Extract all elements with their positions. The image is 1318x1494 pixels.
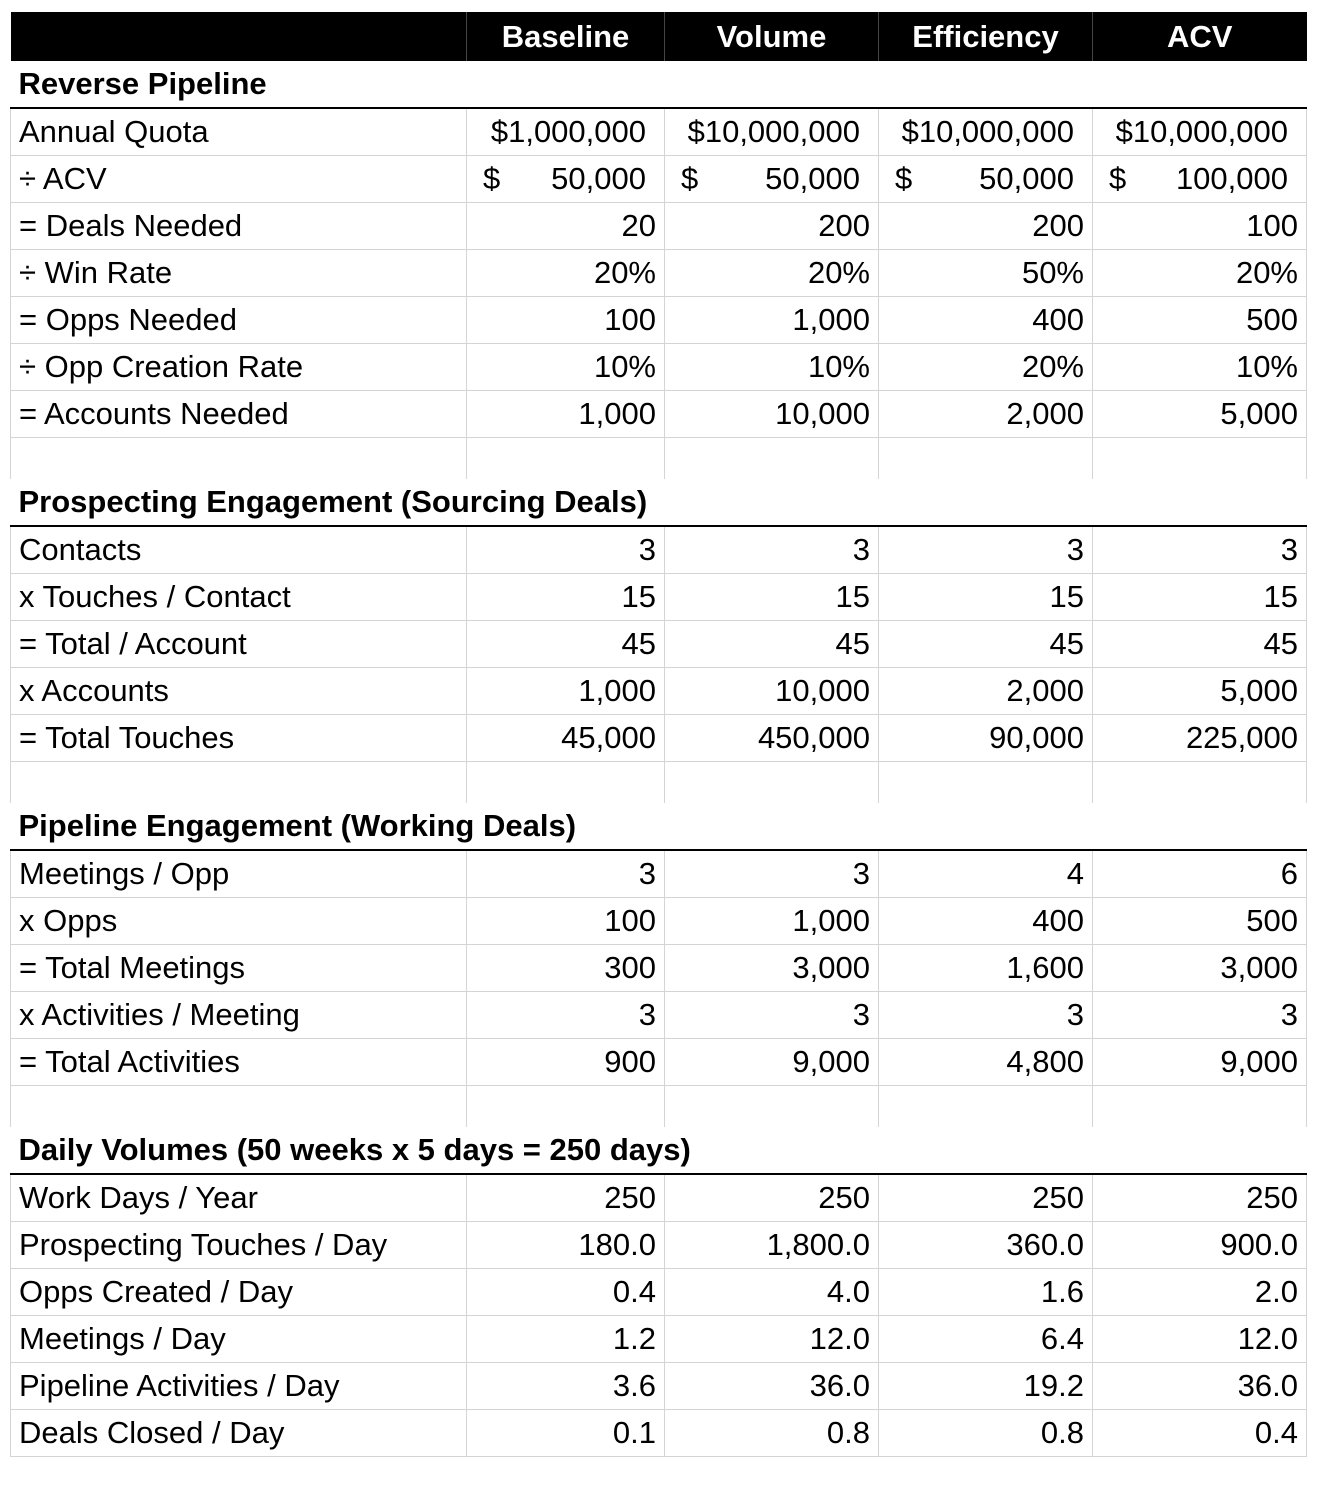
table-row: [11, 249, 1307, 296]
table-row: [11, 1268, 1307, 1315]
row-label-cell[interactable]: x Accounts: [11, 667, 467, 714]
header-row: [11, 12, 1307, 61]
empty-cell[interactable]: [879, 1085, 1093, 1127]
value-cell-baseline[interactable]: $1,000,000: [467, 108, 665, 155]
value-cell-baseline[interactable]: 1,000: [467, 667, 665, 714]
empty-cell[interactable]: [467, 1085, 665, 1127]
value-cell-volume[interactable]: 45: [665, 620, 879, 667]
value-cell-volume[interactable]: 10%: [665, 343, 879, 390]
value-cell-efficiency[interactable]: 6.4: [879, 1315, 1093, 1362]
value-cell-acv[interactable]: 3: [1093, 526, 1307, 573]
blank-row: [11, 1085, 1307, 1127]
value-cell-volume[interactable]: 3: [665, 526, 879, 573]
table-row: [11, 573, 1307, 620]
value-cell-baseline[interactable]: 900: [467, 1038, 665, 1085]
value-cell-volume[interactable]: 36.0: [665, 1362, 879, 1409]
empty-cell[interactable]: [467, 437, 665, 479]
value-cell-volume[interactable]: 9,000: [665, 1038, 879, 1085]
value-cell-acv[interactable]: 20%: [1093, 249, 1307, 296]
empty-cell[interactable]: [1093, 761, 1307, 803]
table-row: [11, 667, 1307, 714]
value-cell-acv[interactable]: 9,000: [1093, 1038, 1307, 1085]
table-row: [11, 296, 1307, 343]
row-label-cell[interactable]: Annual Quota: [11, 108, 467, 155]
value-cell-acv[interactable]: 2.0: [1093, 1268, 1307, 1315]
value-cell-volume[interactable]: 250: [665, 1174, 879, 1221]
value-cell-efficiency[interactable]: 1,600: [879, 944, 1093, 991]
value-cell-acv[interactable]: [1093, 155, 1307, 202]
value-cell-acv[interactable]: 6: [1093, 850, 1307, 897]
value-cell-efficiency[interactable]: 360.0: [879, 1221, 1093, 1268]
value-cell-efficiency[interactable]: 19.2: [879, 1362, 1093, 1409]
accounting-value: [681, 161, 860, 197]
value-cell-volume[interactable]: 4.0: [665, 1268, 879, 1315]
value-cell-baseline[interactable]: 45,000: [467, 714, 665, 761]
value-cell-acv[interactable]: $10,000,000: [1093, 108, 1307, 155]
value-cell-baseline[interactable]: 10%: [467, 343, 665, 390]
value-cell-efficiency[interactable]: 3: [879, 526, 1093, 573]
row-label-cell[interactable]: x Touches / Contact: [11, 573, 467, 620]
value-cell-volume[interactable]: 1,000: [665, 897, 879, 944]
row-label-cell[interactable]: Prospecting Touches / Day: [11, 1221, 467, 1268]
value-cell-volume[interactable]: 15: [665, 573, 879, 620]
cell-value: 50,000: [551, 160, 646, 196]
value-cell-baseline[interactable]: 1.2: [467, 1315, 665, 1362]
table-row: [11, 620, 1307, 667]
row-label-cell[interactable]: = Total Touches: [11, 714, 467, 761]
value-cell-efficiency[interactable]: 50%: [879, 249, 1093, 296]
value-cell-efficiency[interactable]: 400: [879, 897, 1093, 944]
value-cell-baseline[interactable]: 0.1: [467, 1409, 665, 1456]
value-cell-acv[interactable]: 100: [1093, 202, 1307, 249]
accounting-value: [1109, 161, 1288, 197]
table-row: [11, 1315, 1307, 1362]
table-row: [11, 944, 1307, 991]
row-label-cell[interactable]: x Opps: [11, 897, 467, 944]
value-cell-acv[interactable]: 0.4: [1093, 1409, 1307, 1456]
currency-symbol: $: [1109, 160, 1127, 196]
spreadsheet-table: [10, 12, 1307, 1457]
value-cell-acv[interactable]: 3: [1093, 991, 1307, 1038]
header-cell-corner[interactable]: [11, 12, 467, 61]
header-cell-efficiency[interactable]: Efficiency: [879, 12, 1093, 61]
value-cell-efficiency[interactable]: 15: [879, 573, 1093, 620]
header-cell-acv[interactable]: ACV: [1093, 12, 1307, 61]
table-row: [11, 1409, 1307, 1456]
empty-cell[interactable]: [665, 1085, 879, 1127]
value-cell-volume[interactable]: $10,000,000: [665, 108, 879, 155]
table-row: [11, 202, 1307, 249]
section-title[interactable]: Reverse Pipeline: [11, 61, 1307, 108]
row-label-cell[interactable]: Work Days / Year: [11, 1174, 467, 1221]
cell-value: 100,000: [1175, 160, 1288, 196]
empty-cell[interactable]: [467, 761, 665, 803]
value-cell-efficiency[interactable]: 4: [879, 850, 1093, 897]
value-cell-volume[interactable]: [665, 155, 879, 202]
value-cell-acv[interactable]: 5,000: [1093, 667, 1307, 714]
value-cell-baseline[interactable]: 45: [467, 620, 665, 667]
value-cell-volume[interactable]: 1,800.0: [665, 1221, 879, 1268]
header-cell-baseline[interactable]: Baseline: [467, 12, 665, 61]
blank-row: [11, 437, 1307, 479]
empty-cell[interactable]: [1093, 1085, 1307, 1127]
section-title[interactable]: Pipeline Engagement (Working Deals): [11, 803, 1307, 850]
header-cell-volume[interactable]: Volume: [665, 12, 879, 61]
row-label-cell[interactable]: Opps Created / Day: [11, 1268, 467, 1315]
row-label-cell[interactable]: Deals Closed / Day: [11, 1409, 467, 1456]
empty-cell[interactable]: [879, 761, 1093, 803]
value-cell-acv[interactable]: 36.0: [1093, 1362, 1307, 1409]
table-row: [11, 850, 1307, 897]
value-cell-baseline[interactable]: [467, 155, 665, 202]
row-label-cell[interactable]: = Opps Needed: [11, 296, 467, 343]
row-label-cell[interactable]: = Accounts Needed: [11, 390, 467, 437]
value-cell-baseline[interactable]: 3: [467, 526, 665, 573]
value-cell-acv[interactable]: 3,000: [1093, 944, 1307, 991]
section-header-row: [11, 479, 1307, 526]
value-cell-volume[interactable]: 1,000: [665, 296, 879, 343]
value-cell-efficiency[interactable]: 1.6: [879, 1268, 1093, 1315]
value-cell-baseline[interactable]: 1,000: [467, 390, 665, 437]
value-cell-baseline[interactable]: 20%: [467, 249, 665, 296]
empty-cell[interactable]: [665, 437, 879, 479]
currency-symbol: $: [483, 160, 501, 196]
spreadsheet-body: [11, 12, 1307, 1456]
table-row: [11, 526, 1307, 573]
value-cell-baseline[interactable]: 300: [467, 944, 665, 991]
value-cell-baseline[interactable]: 3: [467, 991, 665, 1038]
accounting-value: [895, 161, 1074, 197]
empty-cell[interactable]: [665, 761, 879, 803]
table-row: [11, 1174, 1307, 1221]
value-cell-baseline[interactable]: 100: [467, 296, 665, 343]
table-row: [11, 1221, 1307, 1268]
value-cell-efficiency[interactable]: 4,800: [879, 1038, 1093, 1085]
row-label-cell[interactable]: Pipeline Activities / Day: [11, 1362, 467, 1409]
value-cell-efficiency[interactable]: 0.8: [879, 1409, 1093, 1456]
row-label-cell[interactable]: = Deals Needed: [11, 202, 467, 249]
section-title[interactable]: Daily Volumes (50 weeks x 5 days = 250 days): [11, 1127, 1307, 1174]
value-cell-volume[interactable]: 200: [665, 202, 879, 249]
empty-cell[interactable]: [11, 437, 467, 479]
value-cell-volume[interactable]: 3,000: [665, 944, 879, 991]
table-row: [11, 155, 1307, 202]
section-title[interactable]: Prospecting Engagement (Sourcing Deals): [11, 479, 1307, 526]
cell-value: 50,000: [765, 160, 860, 196]
value-cell-efficiency[interactable]: 250: [879, 1174, 1093, 1221]
value-cell-volume[interactable]: 450,000: [665, 714, 879, 761]
table-row: [11, 390, 1307, 437]
value-cell-baseline[interactable]: 250: [467, 1174, 665, 1221]
empty-cell[interactable]: [11, 1085, 467, 1127]
value-cell-acv[interactable]: 5,000: [1093, 390, 1307, 437]
value-cell-efficiency[interactable]: 45: [879, 620, 1093, 667]
value-cell-volume[interactable]: 12.0: [665, 1315, 879, 1362]
value-cell-acv[interactable]: 10%: [1093, 343, 1307, 390]
value-cell-acv[interactable]: 500: [1093, 296, 1307, 343]
table-row: [11, 108, 1307, 155]
table-row: [11, 1038, 1307, 1085]
table-row: [11, 1362, 1307, 1409]
value-cell-volume[interactable]: 3: [665, 991, 879, 1038]
value-cell-baseline[interactable]: 100: [467, 897, 665, 944]
value-cell-volume[interactable]: 0.8: [665, 1409, 879, 1456]
row-label-cell[interactable]: Meetings / Opp: [11, 850, 467, 897]
section-header-row: [11, 803, 1307, 850]
empty-cell[interactable]: [11, 761, 467, 803]
value-cell-volume[interactable]: 20%: [665, 249, 879, 296]
row-label-cell[interactable]: = Total Meetings: [11, 944, 467, 991]
value-cell-baseline[interactable]: 15: [467, 573, 665, 620]
value-cell-efficiency[interactable]: 90,000: [879, 714, 1093, 761]
table-row: [11, 343, 1307, 390]
value-cell-efficiency[interactable]: 20%: [879, 343, 1093, 390]
currency-symbol: $: [681, 160, 699, 196]
row-label-cell[interactable]: Meetings / Day: [11, 1315, 467, 1362]
value-cell-efficiency[interactable]: 200: [879, 202, 1093, 249]
accounting-value: [483, 161, 646, 197]
value-cell-acv[interactable]: 250: [1093, 1174, 1307, 1221]
blank-row: [11, 761, 1307, 803]
row-label-cell[interactable]: Contacts: [11, 526, 467, 573]
row-label-cell[interactable]: ÷ Opp Creation Rate: [11, 343, 467, 390]
table-row: [11, 897, 1307, 944]
row-label-cell[interactable]: x Activities / Meeting: [11, 991, 467, 1038]
row-label-cell[interactable]: = Total / Account: [11, 620, 467, 667]
table-row: [11, 714, 1307, 761]
value-cell-acv[interactable]: 500: [1093, 897, 1307, 944]
value-cell-volume[interactable]: 3: [665, 850, 879, 897]
value-cell-acv[interactable]: 225,000: [1093, 714, 1307, 761]
empty-cell[interactable]: [879, 437, 1093, 479]
value-cell-acv[interactable]: 900.0: [1093, 1221, 1307, 1268]
value-cell-efficiency[interactable]: [879, 155, 1093, 202]
value-cell-baseline[interactable]: 180.0: [467, 1221, 665, 1268]
value-cell-acv[interactable]: 45: [1093, 620, 1307, 667]
value-cell-efficiency[interactable]: 2,000: [879, 390, 1093, 437]
value-cell-baseline[interactable]: 3: [467, 850, 665, 897]
currency-symbol: $: [895, 160, 913, 196]
value-cell-acv[interactable]: 15: [1093, 573, 1307, 620]
value-cell-baseline[interactable]: 3.6: [467, 1362, 665, 1409]
value-cell-efficiency[interactable]: 3: [879, 991, 1093, 1038]
value-cell-baseline[interactable]: 20: [467, 202, 665, 249]
cell-value: 50,000: [979, 160, 1074, 196]
empty-cell[interactable]: [1093, 437, 1307, 479]
value-cell-acv[interactable]: 12.0: [1093, 1315, 1307, 1362]
value-cell-baseline[interactable]: 0.4: [467, 1268, 665, 1315]
value-cell-efficiency[interactable]: 400: [879, 296, 1093, 343]
section-header-row: [11, 1127, 1307, 1174]
table-row: [11, 991, 1307, 1038]
row-label-cell[interactable]: ÷ Win Rate: [11, 249, 467, 296]
value-cell-volume[interactable]: 10,000: [665, 390, 879, 437]
row-label-cell[interactable]: ÷ ACV: [11, 155, 467, 202]
row-label-cell[interactable]: = Total Activities: [11, 1038, 467, 1085]
value-cell-efficiency[interactable]: $10,000,000: [879, 108, 1093, 155]
section-header-row: [11, 61, 1307, 108]
value-cell-efficiency[interactable]: 2,000: [879, 667, 1093, 714]
value-cell-volume[interactable]: 10,000: [665, 667, 879, 714]
